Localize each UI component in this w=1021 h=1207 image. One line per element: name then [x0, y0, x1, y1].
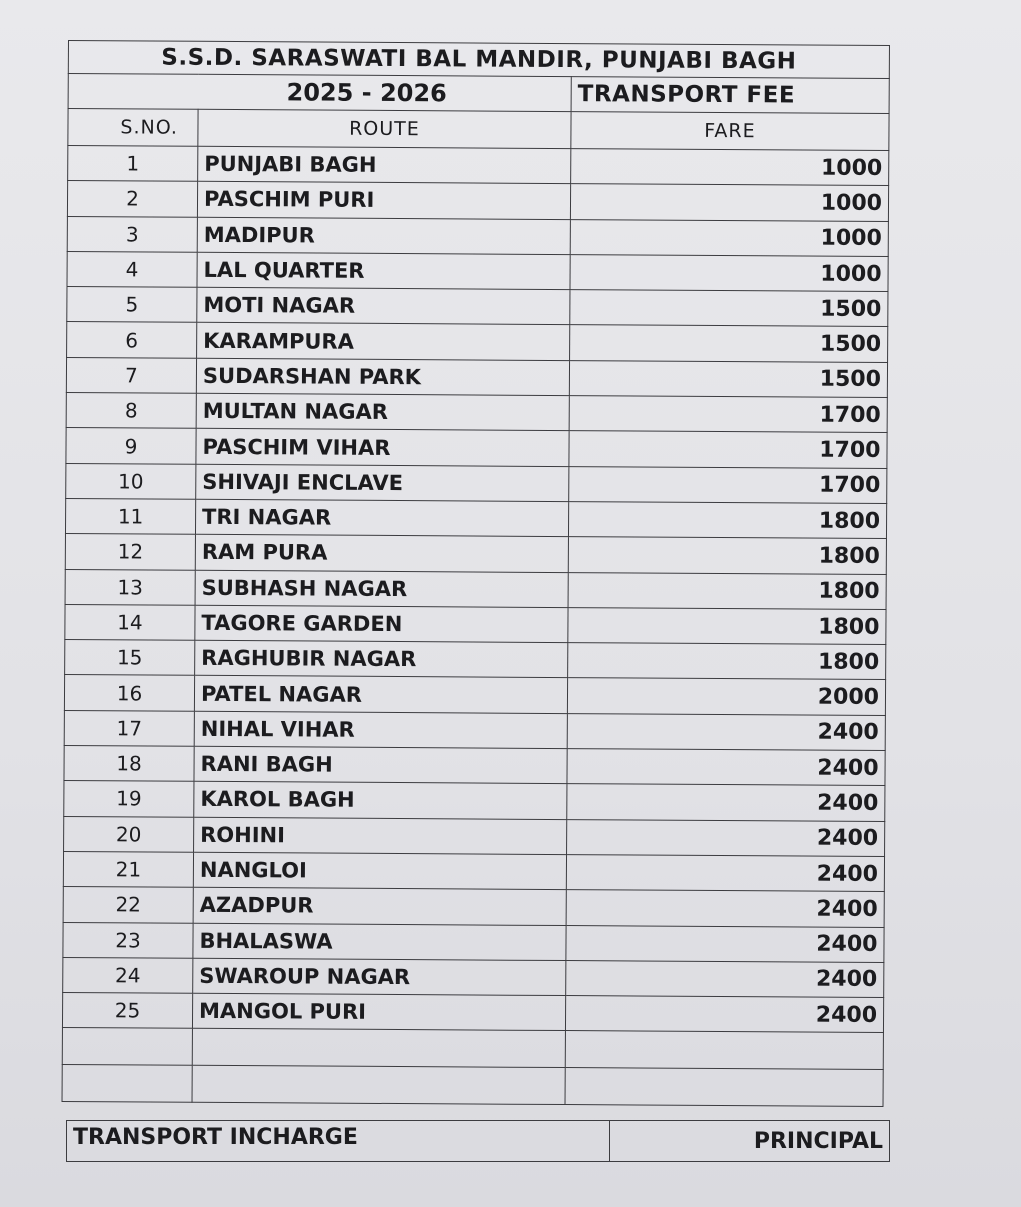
row-route: PUNJABI BAGH	[198, 146, 571, 184]
row-route: AZADPUR	[193, 888, 566, 926]
empty-row	[62, 1028, 883, 1070]
row-fare: 1000	[570, 184, 888, 221]
row-route: SUBHASH NAGAR	[195, 570, 568, 608]
table-row	[65, 534, 886, 574]
row-sno: 16	[64, 675, 194, 711]
transport-fee-table	[62, 40, 890, 1107]
empty-cell	[192, 1029, 565, 1068]
empty-cell	[565, 1031, 883, 1070]
row-route: SHIVAJI ENCLAVE	[196, 464, 569, 502]
row-sno: 12	[65, 534, 195, 570]
row-sno: 14	[65, 604, 195, 640]
row-fare: 2400	[566, 890, 884, 927]
row-sno: 5	[67, 287, 197, 323]
table-row	[65, 640, 886, 680]
table-row	[67, 181, 888, 221]
school-title: S.S.D. SARASWATI BAL MANDIR, PUNJABI BAGH	[68, 41, 889, 79]
row-fare: 2400	[566, 960, 884, 997]
row-fare: 1500	[569, 360, 887, 397]
empty-cell	[62, 1065, 192, 1103]
row-fare: 2400	[567, 749, 885, 786]
row-sno: 6	[67, 322, 197, 358]
row-route: PASCHIM PURI	[197, 182, 570, 220]
table-row	[67, 251, 888, 291]
row-fare: 1000	[571, 149, 889, 186]
empty-row	[62, 1065, 883, 1107]
row-fare: 1700	[569, 396, 887, 433]
table-row	[65, 498, 886, 538]
row-sno: 10	[66, 463, 196, 499]
row-sno: 9	[66, 428, 196, 464]
row-sno: 2	[67, 181, 197, 217]
row-fare: 2400	[567, 819, 885, 856]
row-sno: 17	[64, 710, 194, 746]
row-sno: 18	[64, 746, 194, 782]
row-fare: 1800	[568, 502, 886, 539]
title-row	[68, 41, 889, 79]
row-route: RANI BAGH	[194, 746, 567, 784]
row-sno: 22	[63, 887, 193, 923]
transport-incharge-label: TRANSPORT INCHARGE	[67, 1121, 610, 1161]
table-row	[64, 675, 885, 715]
column-header-row	[68, 109, 889, 151]
table-row	[67, 287, 888, 327]
signature-footer	[66, 1120, 890, 1162]
row-sno: 3	[67, 216, 197, 252]
table-row	[68, 146, 889, 186]
row-fare: 2400	[567, 713, 885, 750]
empty-cell	[565, 1068, 883, 1107]
row-fare: 2400	[567, 784, 885, 821]
table-row	[63, 922, 884, 962]
row-route: PATEL NAGAR	[194, 676, 567, 714]
table-row	[67, 322, 888, 362]
column-header-fare: FARE	[571, 112, 889, 151]
fee-title: TRANSPORT FEE	[571, 77, 889, 114]
row-fare: 2400	[566, 854, 884, 891]
row-route: NANGLOI	[193, 852, 566, 890]
row-route: KAROL BAGH	[194, 782, 567, 820]
row-sno: 23	[63, 922, 193, 958]
row-sno: 20	[64, 816, 194, 852]
row-fare: 1700	[569, 466, 887, 503]
row-route: SUDARSHAN PARK	[196, 358, 569, 396]
table-row	[64, 781, 885, 821]
table-row	[66, 428, 887, 468]
row-sno: 4	[67, 251, 197, 287]
row-fare: 1500	[570, 325, 888, 362]
row-fare: 1700	[569, 431, 887, 468]
session-year: 2025 - 2026	[68, 74, 571, 112]
row-route: TAGORE GARDEN	[195, 605, 568, 643]
row-route: MULTAN NAGAR	[196, 393, 569, 431]
row-route: NIHAL VIHAR	[194, 711, 567, 749]
row-route: ROHINI	[194, 817, 567, 855]
row-route: MOTI NAGAR	[197, 287, 570, 325]
row-route: SWAROUP NAGAR	[193, 958, 566, 996]
row-fare: 1800	[568, 607, 886, 644]
row-sno: 7	[66, 357, 196, 393]
table-row	[66, 463, 887, 503]
table-row	[63, 957, 884, 997]
row-fare: 2000	[567, 678, 885, 715]
row-route: TRI NAGAR	[195, 499, 568, 537]
table-row	[63, 851, 884, 891]
row-route: PASCHIM VIHAR	[196, 429, 569, 467]
empty-cell	[192, 1066, 565, 1105]
row-fare: 1500	[570, 290, 888, 327]
table-row	[63, 887, 884, 927]
table-row	[66, 357, 887, 397]
column-header-sno: S.NO.	[68, 109, 198, 147]
row-fare: 1000	[570, 219, 888, 256]
table-row	[67, 216, 888, 256]
row-route: RAGHUBIR NAGAR	[195, 640, 568, 678]
row-sno: 1	[68, 146, 198, 182]
row-route: BHALASWA	[193, 923, 566, 961]
table-row	[65, 569, 886, 609]
row-route: MANGOL PURI	[192, 993, 565, 1031]
row-sno: 13	[65, 569, 195, 605]
empty-cell	[62, 1028, 192, 1066]
row-fare: 1800	[568, 643, 886, 680]
row-sno: 15	[65, 640, 195, 676]
row-route: MADIPUR	[197, 217, 570, 255]
row-sno: 25	[62, 993, 192, 1029]
row-sno: 11	[65, 498, 195, 534]
row-fare: 1000	[570, 254, 888, 291]
row-route: KARAMPURA	[197, 323, 570, 361]
row-sno: 8	[66, 393, 196, 429]
table-row	[65, 604, 886, 644]
fee-sheet	[62, 40, 890, 1107]
row-route: RAM PURA	[195, 535, 568, 573]
table-row	[64, 710, 885, 750]
row-fare: 2400	[566, 925, 884, 962]
row-sno: 21	[63, 851, 193, 887]
table-row	[62, 993, 883, 1033]
row-route: LAL QUARTER	[197, 252, 570, 290]
column-header-route: ROUTE	[198, 109, 571, 148]
row-sno: 24	[63, 957, 193, 993]
table-row	[64, 746, 885, 786]
table-row	[64, 816, 885, 856]
session-row	[68, 74, 889, 114]
row-fare: 1800	[568, 572, 886, 609]
row-fare: 2400	[565, 996, 883, 1033]
row-sno: 19	[64, 781, 194, 817]
row-fare: 1800	[568, 537, 886, 574]
table-row	[66, 393, 887, 433]
principal-label: PRINCIPAL	[753, 1129, 883, 1154]
